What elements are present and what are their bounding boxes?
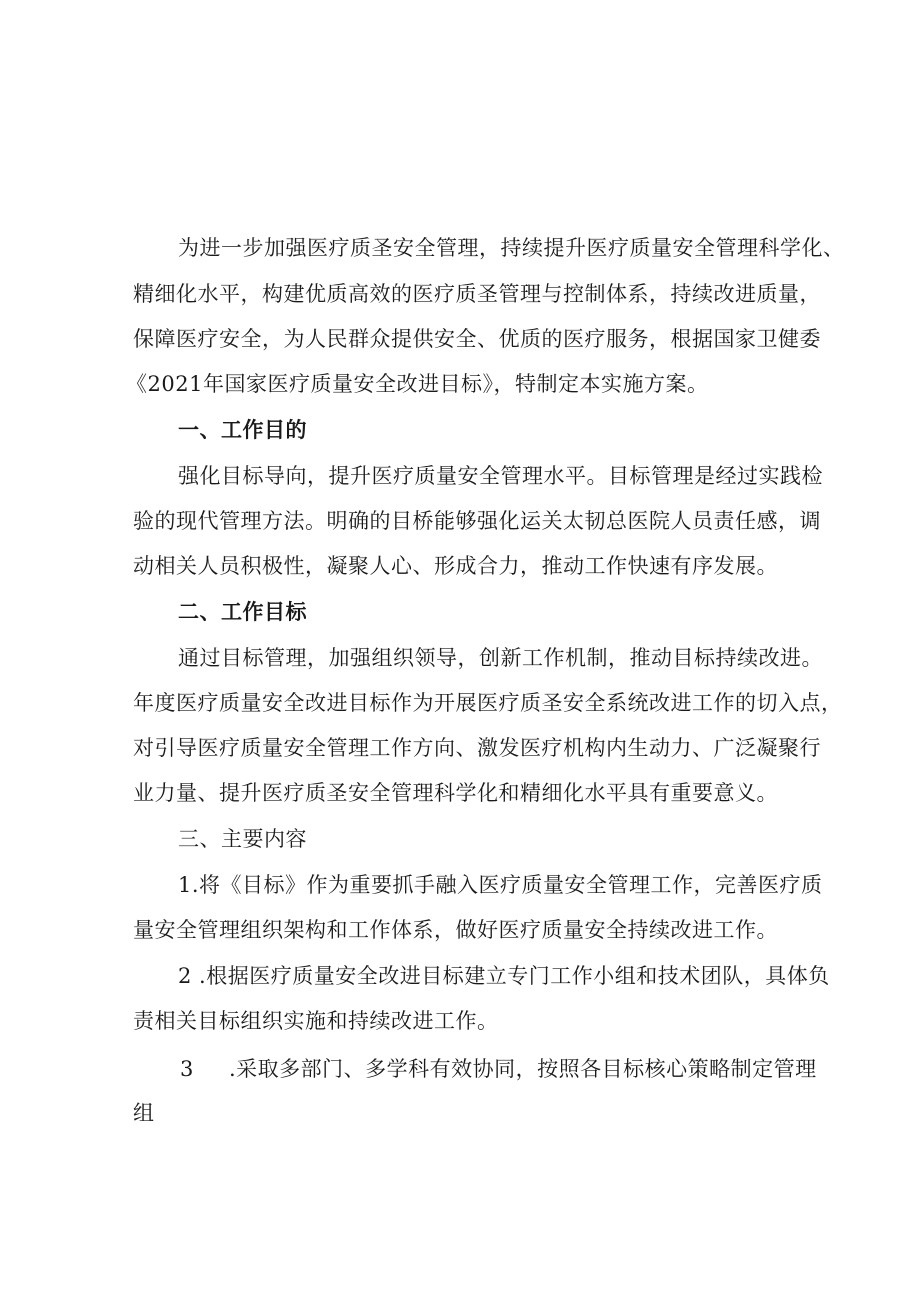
item3-line-2: 组 [133,1101,155,1125]
section-heading-2: 二、工作目标 [178,599,307,624]
item1-line-1: 1.将《目标》作为重要抓手融入医疗质量安全管理工作，完善医疗质 [178,873,823,897]
item1-line-2: 量安全管理组织架构和工作体系，做好医疗质量安全持续改进工作。 [133,918,778,942]
para1-line-3: 动相关人员积极性，凝聚人心、形成合力，推动工作快速有序发展。 [133,554,778,578]
intro-line-4: 《2021年国家医疗质量安全改进目标》，特制定本实施方案。 [126,372,709,396]
intro-line-1: 为进一步加强医疗质圣安全管理，持续提升医疗质量安全管理科学化、 [178,236,845,260]
intro-line-3: 保障医疗安全，为人民群众提供安全、优质的医疗服务，根据国家卫健委 [133,327,821,351]
item3-line-1: .采取多部门、多学科有效协同，按照各目标核心策略制定管理 [229,1057,817,1081]
item3-number: 3 [180,1057,194,1081]
section-heading-3: 三、主要内容 [178,827,307,851]
para2-line-3: 对引导医疗质量安全管理工作方向、激发医疗机构内生动力、广泛凝聚行 [133,736,821,760]
item2-line-2: 责相关目标组织实施和持续改进工作。 [133,1009,499,1033]
para1-line-2: 验的现代管理方法。明确的目桥能够强化运关太韧总医院人员责任感，调 [133,509,821,533]
section-heading-1: 一、工作目的 [178,417,307,442]
para2-line-2: 年度医疗质量安全改进目标作为开展医疗质圣安全系统改进工作的切入点， [133,691,843,715]
para1-line-1: 强化目标导向，提升医疗质量安全管理水平。目标管理是经过实践检 [178,464,823,488]
para2-line-4: 业力量、提升医疗质圣安全管理科学化和精细化水平具有重要意义。 [133,781,778,805]
intro-line-2: 精细化水平，构建优质高效的医疗质圣管理与控制体系，持续改进质量， [133,282,821,306]
item2-line-1: 2 .根据医疗质量安全改进目标建立专门工作小组和技术团队，具体负 [178,964,830,988]
para2-line-1: 通过目标管理，加强组织领导，创新工作机制，推动目标持续改进。 [178,646,823,670]
